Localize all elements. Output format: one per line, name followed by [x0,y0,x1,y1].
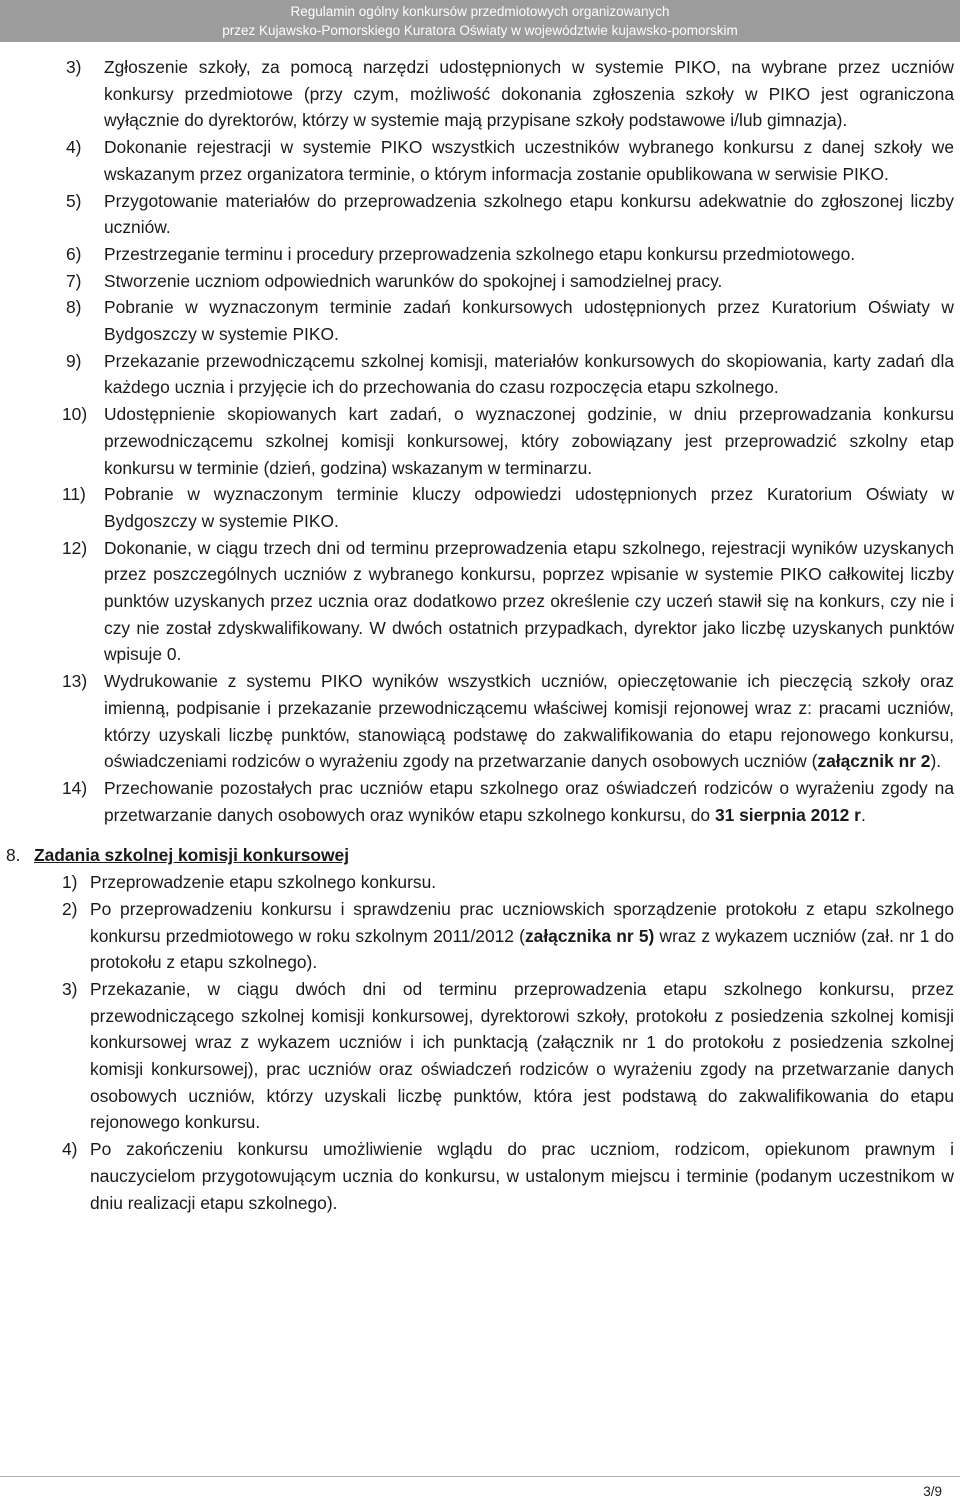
list-number: 12) [62,537,88,558]
list-text: Po zakończeniu konkursu umożliwienie wglądu do prac uczniom, rodzicom, opiekunom prawnym i nauczycielom przygotowującym ucznia do konkursu, w ustalonym miejscu i terminie (podanym uczestnikom w dniu realizacji etapu szkolnego). [90,1139,954,1213]
list-text: Po przeprowadzeniu konkursu i sprawdzeniu prac uczniowskich sporządzenie protokołu z etapu szkolnego konkursu przedmiotowego w roku szkolnym 2011/2012 (załącznika nr 5) wraz z wykazem uczniów (zał. nr 1 do protokołu z etapu szkolnego). [90,898,954,973]
attachment-reference: załącznika nr 5) [524,925,655,946]
list-item [0,134,960,187]
list-number: 1) [62,872,78,893]
list-number: 4) [62,1139,78,1160]
list-number: 6) [66,243,82,264]
list-text: Pobranie w wyznaczonym terminie zadań konkursowych udostępnionych przez Kuratorium Oświaty w Bydgoszczy w systemie PIKO. [104,297,954,345]
list-item [0,268,960,295]
list-text: Zgłoszenie szkoły, za pomocą narzędzi udostępnionych w systemie PIKO, na wybrane przez uczniów konkursy przedmiotowe (przy czym, możliwość dokonania zgłoszenia szkoły w PIKO jest ograniczona wyłącznie do dyrektorów, którzy w systemie mają przypisane szkoły podstawowe i/lub gimnazja). [104,57,954,131]
list-item [0,869,960,896]
list-number: 8) [66,297,82,318]
deadline-date: 31 sierpnia 2012 r [714,804,861,825]
footer-divider [0,1476,960,1477]
attachment-reference: załącznik nr 2 [817,751,931,772]
list-number: 3) [62,978,78,999]
list-text: Dokonanie, w ciągu trzech dni od terminu przeprowadzenia etapu szkolnego, rejestracji wyników uzyskanych przez poszczególnych uczniów z wybranego konkursu, poprzez wpisanie w systemie PIKO całkowitej liczby punktów uzyskanych przez ucznia oraz dodatkowo przez określenie czy uczeń stawił się na konkurs, czy nie i czy nie został zdyskwalifikowany. W dwóch ostatnich przypadkach, dyrektor jako liczbę uzyskanych punktów wpisuje 0. [104,537,954,665]
document-body [0,54,960,1216]
list-number: 3) [66,57,82,77]
list-number: 7) [66,270,82,291]
list-text: Przekazanie przewodniczącemu szkolnej komisji, materiałów konkursowych do skopiowania, karty zadań dla każdego ucznia i przyjęcie ich do przechowania do czasu rozpoczęcia etapu szkolnego. [104,350,954,398]
list-number: 4) [66,137,82,158]
list-item [0,668,960,775]
list-text: Przechowanie pozostałych prac uczniów etapu szkolnego oraz oświadczeń rodziców o wyrażeniu zgody na przetwarzanie danych osobowych oraz wyników etapu szkolnego konkursu, do 31 sierpnia 2012 r. [104,777,954,825]
list-text: Stworzenie uczniom odpowiednich warunków do spokojnej i samodzielnej pracy. [104,270,723,291]
list-item [0,294,960,347]
header-line-1: Regulamin ogólny konkursów przedmiotowych organizowanych [290,4,670,19]
list-number: 14) [62,777,88,798]
list-text: Dokonanie rejestracji w systemie PIKO wszystkich uczestników wybranego konkursu z danej szkoły we wskazanym przez organizatora terminie, o którym informacja zostanie opublikowana w serwisie PIKO. [104,137,954,184]
header-line-2: przez Kujawsko-Pomorskiego Kuratora Oświaty w województwie kujawsko-pomorskim [222,23,738,38]
list-item [0,188,960,241]
list-text: Przekazanie, w ciągu dwóch dni od terminu przeprowadzenia etapu szkolnego konkursu, przez przewodniczącego szkolnej komisji konkursowej, dyrektorowi szkoły, protokołu z posiedzenia szkolnej komisji konkursowej wraz z wykazem uczniów i ich punktacją (załącznik nr 1 do protokołu z posiedzenia szkolnej komisji konkursowej), prac uczniów oraz oświadczeń rodziców o wyrażeniu zgody na przetwarzanie danych osobowych uczniów, którzy uzyskali liczbę punktów, która jest podstawą do zakwalifikowania do etapu rejonowego konkursu. [90,978,954,1133]
list-item [0,241,960,268]
list-number: 5) [66,190,82,211]
list-text: Przygotowanie materiałów do przeprowadzenia szkolnego etapu konkursu adekwatnie do zgłoszonej liczby uczniów. [104,190,954,238]
list-item [0,401,960,481]
list-item [0,896,960,976]
list-item [0,775,960,828]
list-number: 11) [62,484,86,505]
list-item [0,54,960,134]
list-item [0,976,960,1136]
list-number: 10) [62,404,88,425]
list-text: Pobranie w wyznaczonym terminie kluczy odpowiedzi udostępnionych przez Kuratorium Oświaty w Bydgoszczy w systemie PIKO. [104,484,954,531]
list-item [0,1136,960,1216]
list-text: Wydrukowanie z systemu PIKO wyników wszystkich uczniów, opieczętowanie ich pieczęcią szkoły oraz imienną, podpisanie i przekazanie przewodniczącemu właściwej komisji rejonowej wraz z: pracami uczniów, którzy uzyskali liczbę punktów, stanowiącą podstawę do zakwalifikowania do etapu rejonowego konkursu, oświadczeniami rodziców o wyrażeniu zgody na przetwarzanie danych osobowych uczniów (załącznik nr 2). [104,671,954,772]
section-heading [0,842,960,869]
section-title: Zadania szkolnej komisji konkursowej [34,845,350,866]
list-text: Przestrzeganie terminu i procedury przeprowadzenia szkolnego etapu konkursu przedmiotowego. [104,243,856,264]
list-item [0,535,960,669]
list-text: Udostępnienie skopiowanych kart zadań, o wyznaczonej godzinie, w dniu przeprowadzania konkursu przewodniczącemu szkolnej komisji konkursowej, który zobowiązany jest przeprowadzić szkolny etap konkursu w terminie (dzień, godzina) wskazanym w terminarzu. [104,404,954,478]
list-item [0,481,960,534]
list-number: 2) [62,898,78,919]
list-text: Przeprowadzenie etapu szkolnego konkursu. [90,872,437,893]
list-number: 13) [62,671,88,692]
document-header [0,0,960,42]
section-number: 8. [6,845,21,866]
list-number: 9) [66,350,82,371]
page-number: 3/9 [923,1484,942,1499]
list-item [0,348,960,401]
